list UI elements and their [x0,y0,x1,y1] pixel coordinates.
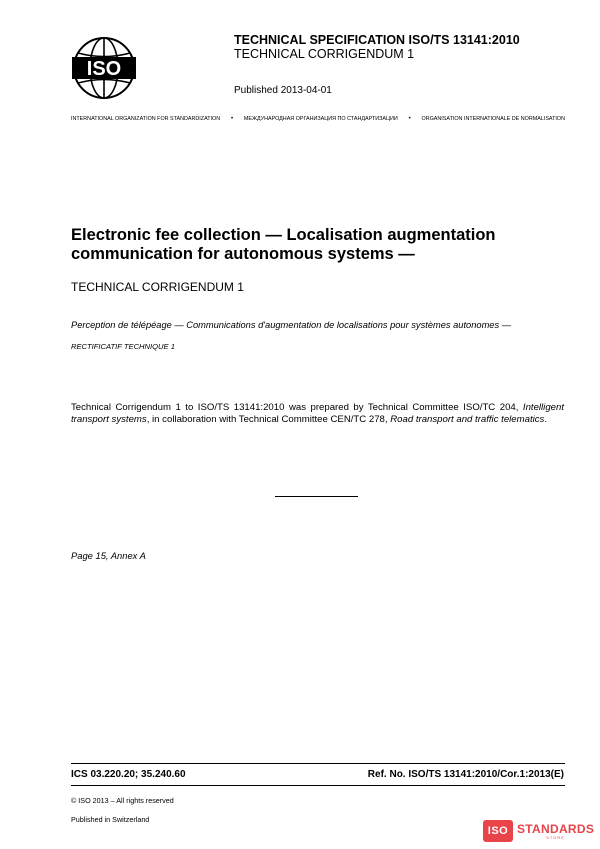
store-text [517,823,594,840]
iso-globe-icon [72,36,136,100]
iso-standards-store-badge [483,818,595,844]
organization-line [71,116,565,122]
foreword-text: . [544,414,548,426]
page-reference: Page 15, Annex A [71,550,146,561]
footer-divider [71,763,565,764]
publication-place: Published in Switzerland [71,815,150,824]
french-title: Perception de télépéage — Communications d'augmentation de localisations pour systèmes autonomes — [71,320,512,330]
store-main-label: STANDARDS [517,821,595,836]
store-sub-label: STORE [546,834,565,840]
committee-name-rtt: Road transport and traffic telematics [390,414,545,426]
foreword-text: , in collaboration with Technical Committee CEN/TC 278, [146,414,391,426]
iso-logo [72,36,136,100]
published-date: Published 2013-04-01 [234,85,332,96]
spec-subtitle: TECHNICAL CORRIGENDUM 1 [234,47,415,61]
french-corrigendum: RECTIFICATIF TECHNIQUE 1 [71,342,175,351]
org-name-en: INTERNATIONAL ORGANIZATION FOR STANDARDIZATION [71,116,221,122]
spec-title: TECHNICAL SPECIFICATION ISO/TS 13141:2010 [234,33,520,47]
section-divider [275,496,358,497]
iso-logo-text: ISO [86,58,122,80]
foreword-paragraph [71,402,564,427]
reference-number: Ref. No. ISO/TS 13141:2010/Cor.1:2013(E) [367,769,564,780]
document-title: Electronic fee collection — Localisation augmentation communication for autonomous systems — [71,226,496,263]
committee-name-its: Intelligent transport systems [71,402,564,426]
store-iso-logo: ISO [483,820,513,842]
footer-divider [71,785,565,786]
corrigendum-heading: TECHNICAL CORRIGENDUM 1 [71,280,244,294]
foreword-text: Technical Corrigendum 1 to ISO/TS 13141:2010 was prepared by Technical Committee ISO/TC 204, [71,402,523,413]
copyright-notice: © ISO 2013 – All rights reserved [71,796,174,805]
org-separator: • [408,116,411,122]
ics-codes: ICS 03.220.20; 35.240.60 [71,769,186,780]
org-name-ru: МЕЖДУНАРОДНАЯ ОРГАНИЗАЦИЯ ПО СТАНДАРТИЗАЦИИ [243,116,398,122]
org-separator: • [230,116,234,122]
org-name-fr: ORGANISATION INTERNATIONALE DE NORMALISATION [421,116,565,122]
